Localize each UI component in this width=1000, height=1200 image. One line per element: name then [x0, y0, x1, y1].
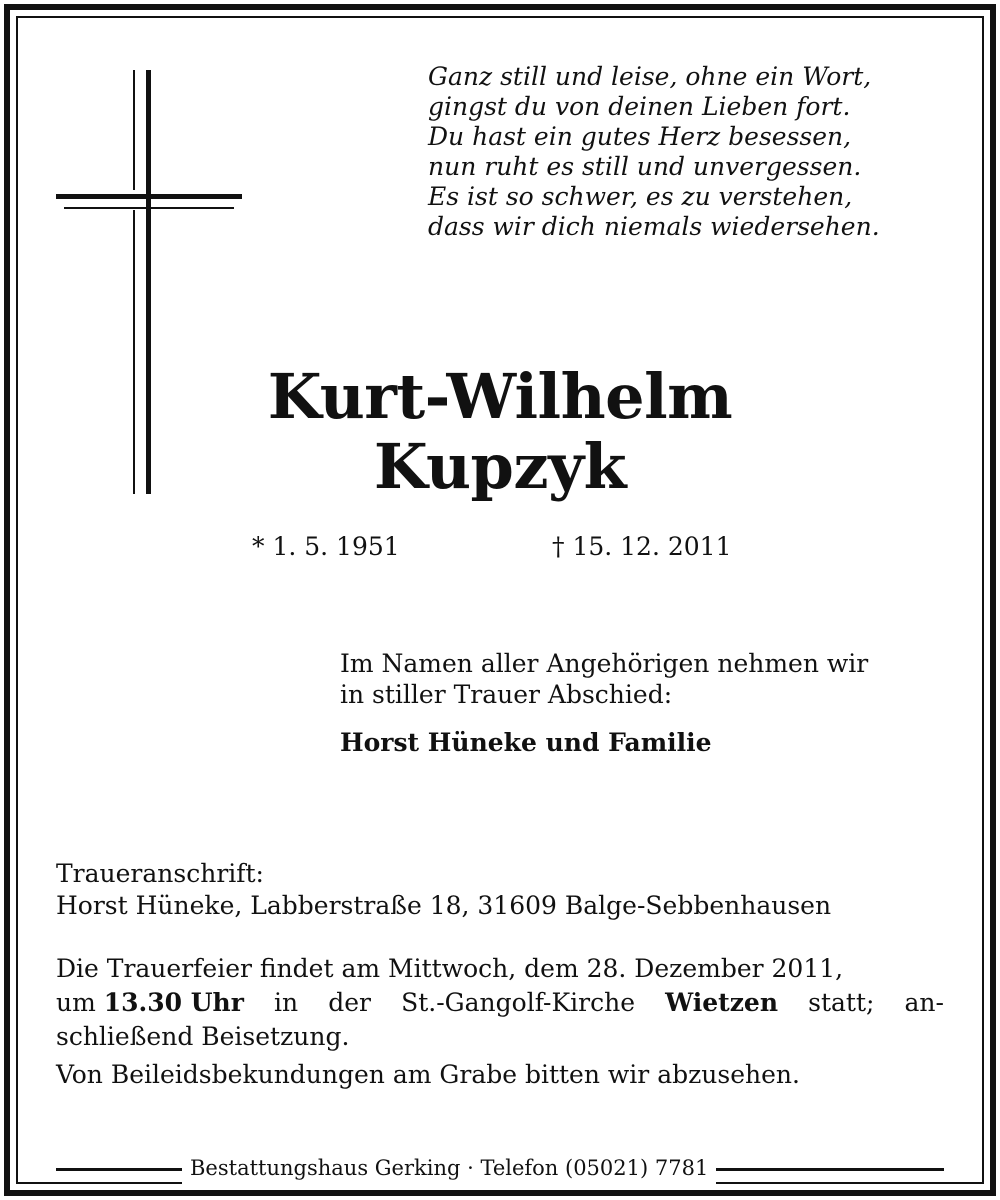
family-name: Horst Hüneke und Familie [340, 728, 712, 757]
poem-line: Es ist so schwer, es zu verstehen, [428, 182, 853, 211]
deceased-last-name: Kupzyk [373, 430, 627, 503]
poem-line: Ganz still und leise, ohne ein Wort, [428, 62, 872, 91]
poem-line: dass wir dich niemals wiedersehen. [428, 212, 880, 241]
death-date: † 15. 12. 2011 [552, 532, 732, 561]
ceremony-line: Die Trauerfeier findet am Mittwoch, dem 28. Dezember 2011, [56, 954, 844, 983]
address-value: Horst Hüneke, Labberstraße 18, 31609 Balge-Sebbenhausen [56, 891, 832, 920]
ceremony-word: an- [904, 988, 944, 1017]
ceremony-text [56, 952, 944, 1054]
ceremony-line [56, 986, 944, 1020]
mourning-address [56, 858, 956, 922]
ceremony-word [56, 986, 244, 1020]
poem [428, 62, 968, 242]
condolence-note: Von Beileidsbekundungen am Grabe bitten wir abzusehen. [56, 1060, 800, 1089]
poem-line: Du hast ein gutes Herz besessen, [428, 122, 852, 151]
poem-line: gingst du von deinen Lieben fort. [428, 92, 851, 121]
deceased-first-name: Kurt-Wilhelm [267, 360, 733, 433]
ceremony-word-um: um [56, 988, 96, 1017]
ceremony-word: der [328, 988, 371, 1017]
mourners-line: in stiller Trauer Abschied: [340, 680, 673, 709]
birth-date: * 1. 5. 1951 [252, 532, 400, 561]
mourners-line: Im Namen aller Angehörigen nehmen wir [340, 649, 869, 678]
funeral-home-footer: Bestattungshaus Gerking · Telefon (05021) 7781 [182, 1152, 716, 1184]
deceased-name [200, 362, 800, 502]
ceremony-word: in [274, 988, 299, 1017]
ceremony-time: 13.30 Uhr [103, 988, 244, 1017]
ceremony-line: schließend Beisetzung. [56, 1022, 350, 1051]
address-label: Traueranschrift: [56, 859, 264, 888]
ceremony-church: St.-Gangolf-Kirche [401, 988, 636, 1017]
ceremony-word: statt; [808, 988, 875, 1017]
poem-line: nun ruht es still und unvergessen. [428, 152, 862, 181]
ceremony-place: Wietzen [665, 988, 779, 1017]
mourners-text [340, 648, 960, 710]
